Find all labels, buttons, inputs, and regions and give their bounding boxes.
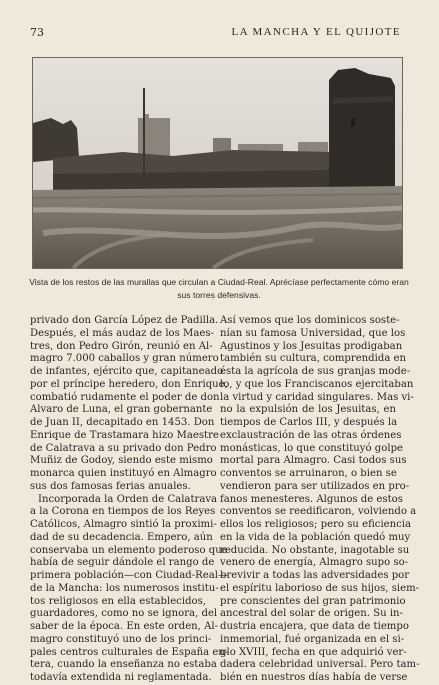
- text-line: la virtud y caridad singulares. Mas vi-: [220, 391, 414, 403]
- text-line: Después, el más audaz de los Maes-: [30, 327, 214, 339]
- text-line: monarca quien instituyó en Almagro: [30, 468, 217, 479]
- left-column: [30, 315, 229, 685]
- text-line: Católicos, Almagro sintió la proximi-: [30, 519, 217, 530]
- text-line: conventos se arruinaron, o bien se: [220, 468, 397, 479]
- text-line: brevivir a todas las adversidades por: [220, 570, 410, 581]
- text-line: de infantes, ejército que, capitaneado: [30, 366, 224, 377]
- text-line: Incorporada la Orden de Calatrava: [38, 493, 218, 505]
- text-line: dustria encajera, que data de tiempo: [220, 621, 409, 632]
- text-line: Muñiz de Godoy, siendo este mismo: [30, 455, 213, 467]
- text-line: fanos menesteres. Algunos de estos: [220, 493, 403, 505]
- text-line: ésta la agrícola de sus granjas mode-: [220, 366, 411, 377]
- text-line: Agustinos y los Jesuitas prodigaban: [220, 340, 403, 352]
- text-line: tiempos de Carlos III, y después la: [220, 417, 398, 428]
- text-line: magro 7.000 caballos y gran número: [30, 353, 219, 365]
- text-line: monásticas, lo que constituyó golpe: [220, 442, 403, 454]
- body-text: [30, 315, 420, 683]
- text-line: por el príncipe heredero, don Enrique,: [30, 378, 228, 390]
- text-line: venero de energía, Almagro supo so-: [220, 557, 409, 569]
- text-line: guardadores, como no se ignora, del: [30, 608, 218, 620]
- text-line: en la vida de la población quedó muy: [220, 531, 411, 543]
- text-line: también su cultura, comprendida en: [220, 353, 407, 365]
- text-line: nían su famosa Universidad, que los: [220, 327, 406, 339]
- text-line: exclaustración de las otras órdenes: [220, 429, 402, 441]
- text-line: ancestral del solar de origen. Su in-: [220, 608, 403, 620]
- text-line: inmemorial, fué organizada en el si-: [220, 633, 405, 645]
- page-number: 73: [30, 26, 44, 39]
- text-line: a la Corona en tiempos de los Reyes: [30, 506, 216, 518]
- caption-line: Vista de los restos de las murallas que circulan a Ciudad-Real. Aprécíase perfectamente cómo eran: [29, 277, 409, 287]
- text-line: saber de la época. En este orden, Al-: [30, 621, 219, 632]
- text-line: de la Mancha: los numerosos institu-: [30, 582, 219, 594]
- text-line: había de seguir dándole el rango de: [30, 557, 215, 569]
- text-line: Enrique de Trastamara hizo Maestre: [30, 429, 219, 441]
- running-title: LA MANCHA Y EL QUIJOTE: [231, 26, 401, 38]
- text-line: vendieron para ser utilizados en pro-: [220, 480, 410, 492]
- photograph-icon: [33, 58, 402, 268]
- text-line: tera, cuando la enseñanza no estaba: [30, 659, 217, 671]
- text-line: lo, y que los Franciscanos ejercitaban: [220, 378, 414, 390]
- text-line: dad de su decadencia. Empero, aún: [30, 531, 213, 543]
- text-line: todavía extendida ni reglamentada.: [30, 672, 212, 683]
- photo-caption: [28, 276, 410, 302]
- text-line: ellos los religiosos; pero su eficiencia: [220, 519, 412, 530]
- text-line: combatió rudamente el poder de don: [30, 391, 220, 403]
- text-line: pre conscientes del gran patrimonio: [220, 595, 406, 607]
- text-line: bién en nuestros días había de verse: [220, 672, 408, 683]
- page-header: [30, 26, 401, 46]
- text-line: de Juan II, decapitado en 1453. Don: [30, 417, 215, 428]
- text-line: pales centros culturales de España en-: [30, 646, 229, 658]
- text-line: magro constituyó uno de los princi-: [30, 633, 212, 645]
- text-line: conservaba un elemento poderoso que: [30, 544, 228, 556]
- text-line: dadera celebridad universal. Pero tam-: [220, 659, 420, 671]
- text-line: privado don García López de Padilla.: [30, 315, 219, 326]
- text-line: conventos se reedificaron, volviendo a: [220, 506, 417, 518]
- text-line: reducida. No obstante, inagotable su: [220, 544, 410, 556]
- text-line: Alvaro de Luna, el gran gobernante: [30, 404, 213, 416]
- text-line: el espíritu laborioso de sus hijos, siem-: [220, 582, 420, 594]
- text-line: de Calatrava a su privado don Pedro: [30, 442, 217, 454]
- city-walls-photograph: [32, 57, 403, 269]
- right-column: [220, 315, 420, 685]
- caption-line: sus torres defensivas.: [177, 290, 261, 300]
- text-line: tres, don Pedro Girón, reunió en Al-: [30, 340, 213, 352]
- text-line: no la expulsión de los Jesuitas, en: [220, 404, 396, 416]
- text-line: Así vemos que los dominicos soste-: [220, 315, 400, 326]
- text-line: mortal para Almagro. Casi todos sus: [220, 455, 407, 467]
- text-line: tos religiosos en ella establecidos,: [30, 595, 206, 607]
- text-line: sus dos famosas ferias anuales.: [30, 480, 191, 492]
- text-line: glo XVIII, fecha en que adquirió ver-: [220, 646, 407, 658]
- text-line: primera población—con Ciudad-Real—: [30, 570, 229, 581]
